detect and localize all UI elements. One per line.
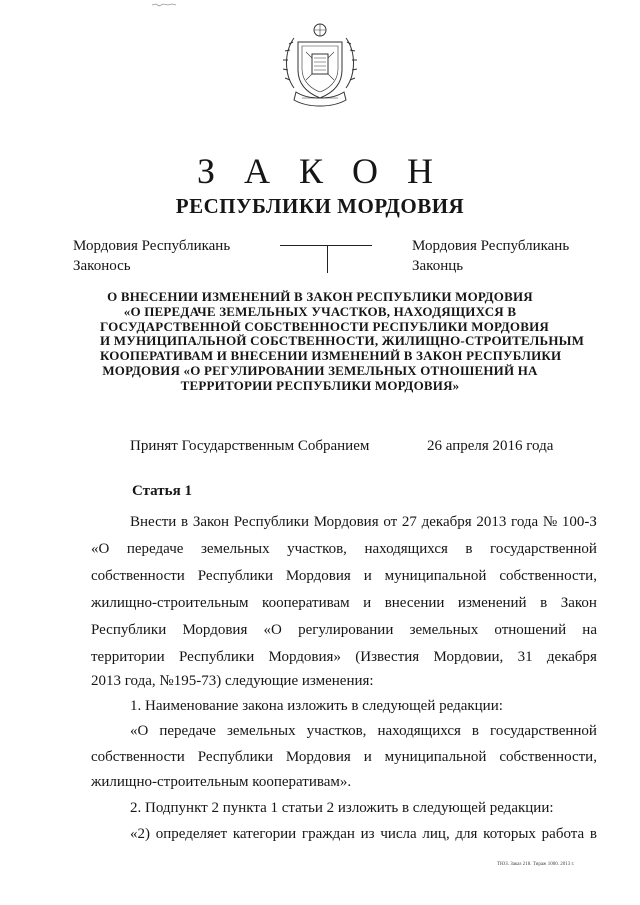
body-word: для xyxy=(455,826,478,842)
body-word: и xyxy=(363,568,372,584)
body-word: передаче xyxy=(159,723,216,739)
body-word: собственности xyxy=(91,568,185,584)
body-line xyxy=(130,514,597,531)
body-word: земельных xyxy=(200,541,270,557)
moksha-title-line-2: Законць xyxy=(412,258,464,274)
body-word: категории xyxy=(232,826,297,842)
body-line xyxy=(91,649,597,666)
body-word: территории xyxy=(91,649,165,665)
body-word: собственности, xyxy=(499,749,597,765)
body-word: Мордовия xyxy=(313,514,379,530)
body-word: 31 xyxy=(517,649,533,665)
body-line xyxy=(91,595,597,612)
body-word: на xyxy=(582,622,597,638)
body-word: в xyxy=(465,541,473,557)
body-line xyxy=(91,774,597,791)
body-word: в xyxy=(589,826,597,842)
body-word: которых xyxy=(483,826,536,842)
body-word: граждан xyxy=(301,826,355,842)
body-word: 2013 года, №195-73) следующие изменения: xyxy=(91,673,374,689)
body-word: и xyxy=(363,595,372,611)
body-line xyxy=(130,826,597,843)
body-word: «2) xyxy=(130,826,150,842)
body-word: лиц, xyxy=(422,826,450,842)
body-word: изменений xyxy=(457,595,527,611)
body-word: жилищно-строительным xyxy=(91,595,249,611)
body-word: Мордовия xyxy=(285,749,351,765)
body-word: находящихся xyxy=(377,723,461,739)
body-word: Республики xyxy=(91,622,167,638)
body-word: № xyxy=(542,514,558,530)
erzya-title-line-1: Мордовия Республикань xyxy=(73,238,231,254)
body-word: от xyxy=(383,514,398,530)
body-word: и xyxy=(363,749,372,765)
body-word: определяет xyxy=(155,826,228,842)
body-word: Закон xyxy=(560,595,597,611)
body-line xyxy=(130,800,597,817)
law-name-line: КООПЕРАТИВАМ И ВНЕСЕНИИ ИЗМЕНЕНИЙ В ЗАКОН РЕСПУБЛИКИ xyxy=(100,348,562,364)
body-word: (Известия xyxy=(355,649,420,665)
document-title: З А К О Н xyxy=(196,151,444,191)
print-footer-code: ТЮЗ. Заказ 218. Тираж 1000. 2013 г. xyxy=(497,862,575,867)
body-word: государственной xyxy=(490,723,597,739)
body-word: собственности xyxy=(91,749,185,765)
moksha-title-block xyxy=(412,236,569,276)
body-line xyxy=(91,749,597,766)
body-word: регулировании xyxy=(298,622,394,638)
body-word: Мордовия xyxy=(182,622,248,638)
document-subtitle: РЕСПУБЛИКИ МОРДОВИЯ xyxy=(175,194,465,218)
body-word: собственности, xyxy=(499,568,597,584)
coat-of-arms-emblem xyxy=(280,18,360,110)
body-word: декабря xyxy=(421,514,472,530)
body-word: Мордовия» xyxy=(268,649,341,665)
article-heading: Статья 1 xyxy=(132,483,192,499)
body-word: 27 xyxy=(401,514,417,530)
body-word: находящихся xyxy=(364,541,448,557)
body-word: передаче xyxy=(126,541,184,557)
body-word: в xyxy=(540,595,548,611)
law-name-line: ГОСУДАРСТВЕННОЙ СОБСТВЕННОСТИ РЕСПУБЛИКИ МОРДОВИЯ xyxy=(100,318,549,334)
body-word: Внести xyxy=(130,514,177,530)
body-line xyxy=(91,568,597,585)
body-word: Закон xyxy=(192,514,230,530)
law-name-heading xyxy=(100,289,585,394)
body-word: жилищно-строительным кооперативам». xyxy=(91,774,352,790)
scan-mark xyxy=(150,2,190,8)
body-word: земельных xyxy=(409,622,479,638)
body-word: Республики xyxy=(233,514,309,530)
adoption-date: 26 апреля 2016 года xyxy=(427,438,554,454)
body-word: кооперативам xyxy=(262,595,350,611)
law-name-line: МОРДОВИЯ «О РЕГУЛИРОВАНИИ ЗЕМЕЛЬНЫХ ОТНОШЕНИЙ НА xyxy=(102,362,538,378)
body-word: 1. Наименование закона изложить в следующей редакции: xyxy=(130,698,503,714)
erzya-title-block xyxy=(73,236,230,276)
body-line xyxy=(91,622,597,639)
body-word: отношений xyxy=(494,622,567,638)
moksha-title-line-1: Мордовия Республикань xyxy=(412,238,570,254)
body-word: декабря xyxy=(546,649,597,665)
body-word: муниципальной xyxy=(384,568,487,584)
body-word: Республики xyxy=(197,568,273,584)
body-word: участков, xyxy=(287,541,347,557)
body-word: участков, xyxy=(306,723,367,739)
body-word: Республики xyxy=(178,649,255,665)
body-word: «О xyxy=(130,723,149,739)
body-line xyxy=(91,673,597,690)
body-word: «О xyxy=(263,622,282,638)
body-word: 100-З xyxy=(561,514,597,530)
body-word: внесении xyxy=(384,595,445,611)
erzya-title-line-2: Законось xyxy=(73,258,131,274)
body-word: года xyxy=(511,514,539,530)
body-word: из xyxy=(360,826,375,842)
adopted-by: Принят Государственным Собранием xyxy=(130,438,370,454)
law-name-line: О ВНЕСЕНИИ ИЗМЕНЕНИЙ В ЗАКОН РЕСПУБЛИКИ МОРДОВИЯ xyxy=(107,289,533,304)
law-name-line: И МУНИЦИПАЛЬНОЙ СОБСТВЕННОСТИ, ЖИЛИЩНО-СТРОИТЕЛЬНЫМ xyxy=(100,333,585,349)
body-word: Мордовия xyxy=(285,568,351,584)
body-word: Мордовии, xyxy=(433,649,504,665)
body-word: работа xyxy=(541,826,585,842)
body-line xyxy=(130,723,597,740)
registration-divider xyxy=(327,245,328,273)
body-word: числа xyxy=(380,826,417,842)
body-word: 2. Подпункт 2 пункта 1 статьи 2 изложить в следующей редакции: xyxy=(130,800,554,816)
body-word: земельных xyxy=(226,723,296,739)
law-name-line: ТЕРРИТОРИИ РЕСПУБЛИКИ МОРДОВИЯ» xyxy=(180,377,460,393)
registration-line xyxy=(280,245,372,246)
body-word: «О xyxy=(91,541,110,557)
body-word: Республики xyxy=(197,749,273,765)
body-line xyxy=(91,541,597,558)
law-name-line: «О ПЕРЕДАЧЕ ЗЕМЕЛЬНЫХ УЧАСТКОВ, НАХОДЯЩИХСЯ В xyxy=(123,303,517,319)
body-word: муниципальной xyxy=(384,749,487,765)
body-word: в xyxy=(181,514,189,530)
body-word: в xyxy=(471,723,480,739)
body-word: государственной xyxy=(490,541,597,557)
body-word: 2013 xyxy=(476,514,507,530)
body-line xyxy=(130,698,597,715)
